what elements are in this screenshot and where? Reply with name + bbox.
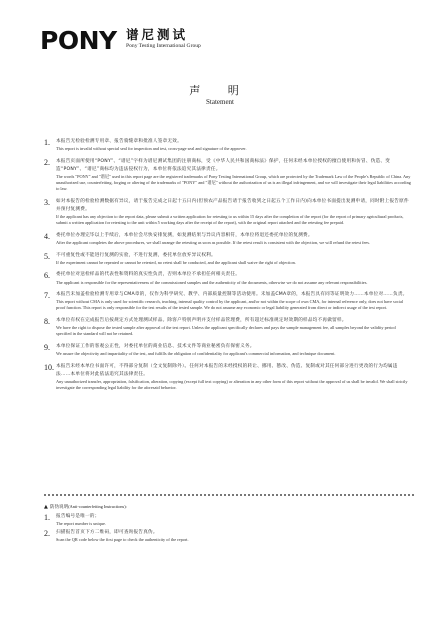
anti-heading-cn: 防伪说明 xyxy=(49,505,69,510)
item-text-en: The applicant is responsible for the representativeness of the commissioned samples and the authenticity of the documents, otherwise we do not assume any relevant responsibilities. xyxy=(56,279,368,285)
item-number: 1. xyxy=(44,138,50,147)
item-number: 8. xyxy=(44,316,50,326)
anti-item-text-en: Scan the QR code below the first page to check the authenticity of the report. xyxy=(56,537,189,543)
logo-name-cn: 谱尼测试 xyxy=(126,27,189,42)
item-text-cn: 本报告未加盖检验检测专用章与CMA章的，仅作为科学研究、教学、内部质量控制等活动使用。未加盖CMA章的，本报告具有同等证明效力……本单位对……负责。 xyxy=(56,292,408,298)
item-text-en: We assure the objectivity and impartiality of the test, and fulfills the obligation of confidentiality for applicant's commercial information, and technique document. xyxy=(56,350,336,356)
anti-item-2 xyxy=(44,529,412,543)
item-text-en: After the applicant completes the above procedures, we shall arrange the retesting as soon as possible. If the retest result is consistent with the objection, we will refund the retest fees. xyxy=(56,240,371,245)
item-text-cn: 如对本报告的检验检测数据有异议，请于报告完成之日起十五日内(但预农产品报告请于报告收到之日起五个工作日内)向本单位书面提出复测申请，同时附上报告原件并预付复测费。 xyxy=(56,198,409,212)
anti-item-number: 2. xyxy=(44,529,50,539)
statement-item-10 xyxy=(44,363,412,391)
item-text-cn: 本报告未经本单位书面许可，不得部分复制（全文复制除外）。任何对本报告的未经授权的转让、挪用、篡改、伪造、复制或对其任何部分进行更改的行为均属违法……本单位将对此依法追究其法律责任。 xyxy=(56,363,398,377)
statement-item-9 xyxy=(44,343,412,357)
company-logo xyxy=(40,28,240,54)
statement-item-6 xyxy=(44,271,412,285)
anti-item-text-cn: 报告编号是唯一的； xyxy=(56,514,100,519)
anti-counterfeiting-heading xyxy=(44,503,412,511)
anti-item-text-en: The report number is unique. xyxy=(56,521,106,527)
item-number: 4. xyxy=(44,231,50,241)
item-text-en: Any unauthorized transfer, appropriation, falsification, alteration, copying (except full text copying) or alteration in any other form of this report without the approval of us shall be invalid. We shall strictly investigate the corresponding legal liability for the aforesaid behavior. xyxy=(56,378,408,390)
item-text-en: If the applicant has any objection to the report data, please submit a written application for retesting to us within 15 days after the completion of the report (for the report of primary agricultural products, submit a written application for retesting to the unit within 5 working days after the receipt of the report), with the original report attached and the retesting fee prepaid. xyxy=(56,214,404,226)
statement-list xyxy=(44,138,412,397)
item-text-cn: 不可重复性或不能进行复测的实验，不进行复测，委托单位放弃异议权利。 xyxy=(56,252,216,258)
logo-name-en: Pony Testing International Group xyxy=(126,43,201,49)
item-text-cn: 本报告页面所使用“PONY”、“谱尼”字样为谱尼测试集团的注册商标，受《中华人民共和国商标法》保护，任何未经本单位授权的擅自使用和仿冒、伪造、变造“PONY”、“谱尼”商标均为违法侵权行为，本单位将依法追究其法律责任。 xyxy=(56,158,391,172)
statement-item-4 xyxy=(44,232,412,246)
item-number: 10. xyxy=(44,362,54,372)
item-text-en: If the experiment cannot be repeated or cannot be retested, no retest shall be conducted, and the applicant shall waive the right of objection. xyxy=(56,259,296,265)
item-number: 6. xyxy=(44,271,50,281)
anti-item-text-cn: 扫描报告首页下方二维码，即可查询报告真伪。 xyxy=(56,530,158,536)
item-text-en: The words "PONY" and "谱尼" used in this report page are the registered trademarks of Pony Testing International Group, which are protected by the Trademark Law of the People's Republic of China. Any unauthorized use, counterfeiting, forging or altering of the trademarks of "PONY" and "谱尼" without the authorization of us is an illegal infringement, and we will investigate their legal liabilities according to law. xyxy=(56,174,411,192)
item-text-cn: 本单位保证工作的客观公正性，对委托单位的商业信息、技术文件等商业秘密负有保密义务。 xyxy=(56,343,255,349)
logo-wordmark: PONY xyxy=(40,26,117,55)
item-text-cn: 本单位有权在完成报告后按规定方式处理测试样品。除客户特别声明并支付样品管理费，所有超过标准规定时效期的样品均不再做留样。 xyxy=(56,317,347,323)
item-text-en: We have the right to dispose the tested sample after approval of the test report. Unless the applicant specifically declares and pays the sample management fee, all samples beyond the validity period specified in the standard will not be retained. xyxy=(56,325,396,337)
anti-item-1 xyxy=(44,513,412,527)
page-title-cn: 声 明 xyxy=(189,84,251,97)
item-text-en: This report without CMA is only used for scientific research, teaching, internal quality control by the applicant, and/or not within the scope of own CMA, for internal reference only, does not have social proof function. This report is only responsible for the test results of the tested sample. We do not assume any economic or legal liability generated from direct or indirect usage of the test report. xyxy=(56,299,404,311)
anti-counterfeiting-section xyxy=(44,503,412,543)
statement-item-5 xyxy=(44,252,412,266)
item-number: 2. xyxy=(44,157,50,167)
item-number: 3. xyxy=(44,197,50,207)
item-text-cn: 委托单位办理完毕以上手续后，本单位会尽快安排复测，如复测结果与异议内容相符，本单位将退还委托单位的复测费。 xyxy=(56,232,313,238)
dotted-divider xyxy=(44,494,414,496)
page-title-en: Statement xyxy=(206,98,234,106)
item-number: 5. xyxy=(44,251,50,261)
statement-item-1 xyxy=(44,138,412,152)
statement-item-2 xyxy=(44,158,412,192)
item-text-cn: 委托单位对送检样品的代表性和资料的真实性负责，否则本单位不承担任何相关责任。 xyxy=(56,272,241,278)
item-number: 7. xyxy=(44,291,50,301)
anti-item-number: 1. xyxy=(44,513,50,522)
item-text-cn: 本报告无检验检测专用章、报告骑缝章和批准人签章无效。 xyxy=(56,139,182,144)
statement-item-3 xyxy=(44,198,412,226)
statement-item-7 xyxy=(44,291,412,311)
item-number: 9. xyxy=(44,342,50,352)
statement-item-8 xyxy=(44,317,412,337)
item-text-en: This report is invalid without special seal for inspection and test, cross-page seal and signature of the approver. xyxy=(56,146,247,152)
anti-heading-en: (Anti-counterfeiting Instructions): xyxy=(68,504,127,509)
triangle-bullet-icon: ▲ xyxy=(44,504,48,510)
